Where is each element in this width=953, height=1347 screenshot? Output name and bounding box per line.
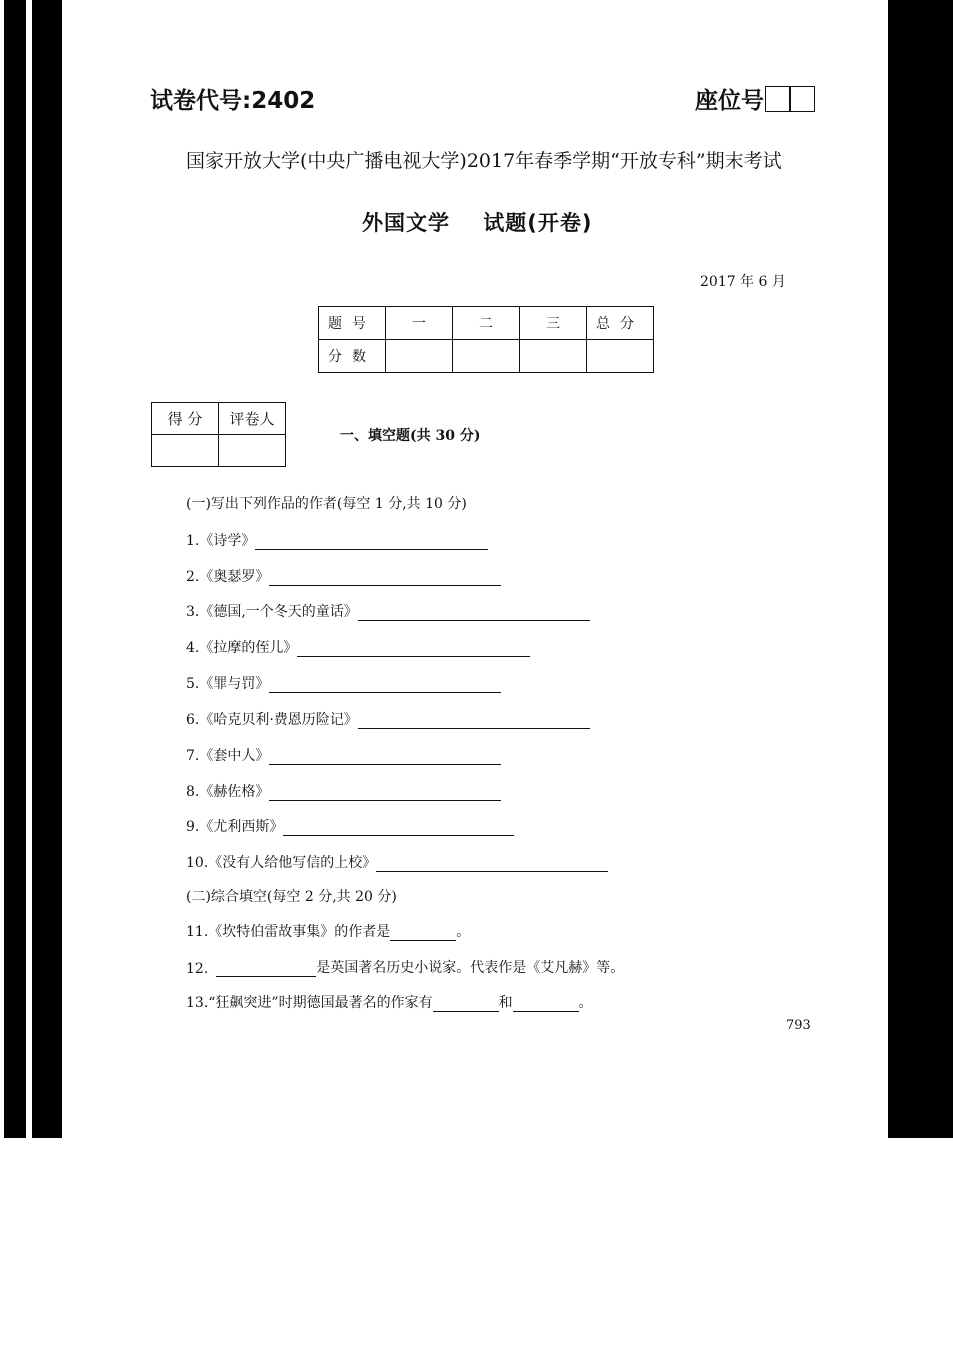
question-text: 10.《没有人给他写信的上校》: [186, 855, 377, 871]
grader-name-label: 评卷人: [219, 403, 286, 435]
question-text: 6.《哈克贝利·费恩历险记》: [186, 712, 358, 728]
section-title: 一、填空题(共 30 分): [340, 428, 481, 444]
question-item: [186, 781, 501, 801]
question-item: [186, 673, 501, 693]
score-header-cell: 题号: [319, 307, 386, 340]
score-row-label: 分数: [319, 340, 386, 373]
page-number: 793: [786, 1018, 811, 1033]
score-header-cell: 三: [520, 307, 587, 340]
question-text: 11.《坎特伯雷故事集》的作者是: [186, 924, 391, 940]
question-connector: 和: [498, 995, 513, 1011]
answer-blank[interactable]: [269, 750, 501, 765]
answer-blank[interactable]: [216, 962, 316, 977]
seat-box[interactable]: [765, 86, 791, 112]
answer-blank[interactable]: [269, 678, 501, 693]
seat-number-boxes[interactable]: [766, 86, 815, 112]
seat-number-label: 座位号: [695, 88, 764, 114]
part1-title: (一)写出下列作品的作者(每空 1 分,共 10 分): [186, 496, 467, 512]
score-header-cell: 二: [453, 307, 520, 340]
question-text: 9.《尤利西斯》: [186, 819, 284, 835]
exam-date: 2017 年 6 月: [700, 274, 786, 290]
question-item: [186, 601, 590, 621]
question-end: 。: [578, 995, 593, 1011]
answer-blank[interactable]: [376, 857, 608, 872]
score-value-cell[interactable]: [386, 340, 453, 373]
score-value-cell[interactable]: [587, 340, 654, 373]
question-item: [186, 566, 501, 586]
score-value-cell[interactable]: [453, 340, 520, 373]
question-text: 7.《套中人》: [186, 748, 270, 764]
grader-score-cell[interactable]: [152, 435, 219, 467]
answer-blank[interactable]: [255, 535, 488, 550]
answer-blank[interactable]: [358, 606, 590, 621]
seat-number: [695, 82, 815, 115]
score-value-cell[interactable]: [520, 340, 587, 373]
question-item: [186, 921, 470, 941]
answer-blank[interactable]: [283, 821, 514, 836]
answer-blank[interactable]: [269, 571, 501, 586]
question-item: [186, 852, 608, 872]
question-item: [186, 745, 501, 765]
answer-blank[interactable]: [513, 997, 579, 1012]
score-table-header-row: [319, 307, 654, 340]
question-text: 是英国著名历史小说家。代表作是《艾凡赫》等。: [316, 960, 625, 976]
answer-blank[interactable]: [269, 786, 501, 801]
question-text: 3.《德国,一个冬天的童话》: [186, 604, 358, 620]
question-item: [186, 709, 590, 729]
question-text: 4.《拉摩的侄儿》: [186, 640, 298, 656]
question-text: 5.《罪与罚》: [186, 676, 270, 692]
question-text: 8.《赫佐格》: [186, 784, 270, 800]
question-text: 13.“狂飙突进”时期德国最著名的作家有: [186, 995, 433, 1011]
exam-heading: 国家开放大学(中央广播电视大学)2017年春季学期“开放专科”期末考试: [186, 150, 782, 172]
score-header-cell: 一: [386, 307, 453, 340]
question-item: [186, 816, 514, 836]
question-item: [186, 637, 530, 657]
score-table-value-row: [319, 340, 654, 373]
question-number: 12.: [186, 961, 209, 977]
part2-title: (二)综合填空(每空 2 分,共 20 分): [186, 889, 397, 905]
grader-name-cell[interactable]: [219, 435, 286, 467]
answer-blank[interactable]: [433, 997, 499, 1012]
answer-blank[interactable]: [390, 926, 456, 941]
grader-table: [151, 402, 286, 467]
scan-edge: [0, 0, 32, 1138]
exam-code: 试卷代号:2402: [150, 88, 316, 114]
question-text: 2.《奥瑟罗》: [186, 569, 270, 585]
question-end: 。: [456, 924, 471, 940]
exam-title: 外国文学 试题(开卷): [362, 211, 593, 235]
question-item: [186, 530, 488, 550]
score-table: [318, 306, 654, 373]
grader-score-label: 得 分: [152, 403, 219, 435]
answer-blank[interactable]: [358, 714, 590, 729]
question-item: [186, 957, 624, 977]
question-item: [186, 992, 593, 1012]
seat-box[interactable]: [789, 86, 815, 112]
question-text: 1.《诗学》: [186, 533, 256, 549]
score-header-cell: 总分: [587, 307, 654, 340]
answer-blank[interactable]: [297, 642, 530, 657]
